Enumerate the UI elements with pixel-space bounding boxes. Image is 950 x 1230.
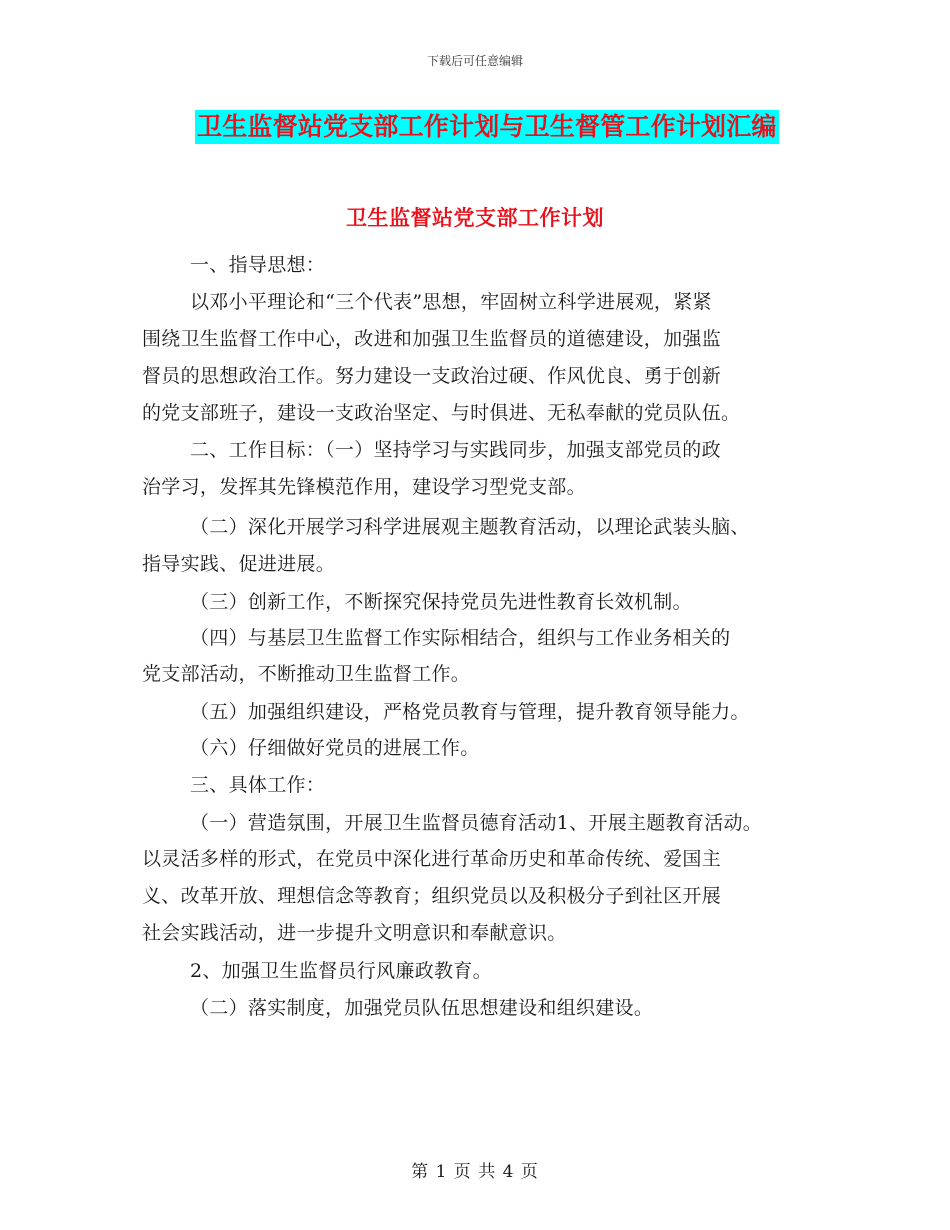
- paragraph-line: 督员的思想政治工作。努力建设一支政治过硬、作风优良、勇于创新: [142, 365, 722, 387]
- list-item: （三）创新工作，不断探究保持党员先进性教育长效机制。: [190, 591, 692, 613]
- list-item: （二）落实制度，加强党员队伍思想建设和组织建设。: [190, 997, 654, 1019]
- heading-specific-work: 三、具体工作：: [190, 774, 326, 796]
- paragraph-line: 党支部活动，不断推动卫生监督工作。: [142, 663, 471, 685]
- page-footer: 第 1 页 共 4 页: [411, 1162, 539, 1182]
- list-item: （四）与基层卫生监督工作实际相结合，组织与工作业务相关的: [190, 627, 731, 649]
- list-item: （六）仔细做好党员的进展工作。: [190, 737, 480, 759]
- section-title: 卫生监督站党支部工作计划: [346, 205, 604, 230]
- paragraph-line: 以邓小平理论和“三个代表”思想，牢固树立科学进展观，紧紧: [190, 291, 712, 313]
- list-item: 2、加强卫生监督员行风廉政教育。: [190, 960, 492, 982]
- paragraph-line: 治学习，发挥其先锋模范作用，建设学习型党支部。: [142, 476, 586, 498]
- list-item: （二）深化开展学习科学进展观主题教育活动，以理论武装头脑、: [190, 516, 750, 538]
- paragraph-line: 的党支部班子，建设一支政治坚定、与时俱进、无私奉献的党员队伍。: [142, 402, 741, 424]
- header-note: 下载后可任意编辑: [426, 54, 523, 68]
- heading-guiding-ideology: 一、指导思想：: [190, 254, 326, 276]
- paragraph-line: 社会实践活动，进一步提升文明意识和奉献意识。: [142, 922, 567, 944]
- paragraph-line: 以灵活多样的形式，在党员中深化进行革命历史和革命传统、爱国主: [142, 848, 722, 870]
- list-item: （一）营造氛围，开展卫生监督员德育活动1、开展主题教育活动。: [190, 812, 763, 834]
- heading-work-goals: 二、工作目标：（一）坚持学习与实践同步，加强支部党员的政: [190, 439, 721, 461]
- document-title: 卫生监督站党支部工作计划与卫生督管工作计划汇编: [195, 110, 779, 144]
- paragraph-line: 围绕卫生监督工作中心，改进和加强卫生监督员的道德建设，加强监: [142, 328, 722, 350]
- paragraph-line: 指导实践、促进进展。: [142, 553, 336, 575]
- list-item: （五）加强组织建设，严格党员教育与管理，提升教育领导能力。: [190, 701, 750, 723]
- paragraph-line: 义、改革开放、理想信念等教育；组织党员以及积极分子到社区开展: [142, 885, 722, 907]
